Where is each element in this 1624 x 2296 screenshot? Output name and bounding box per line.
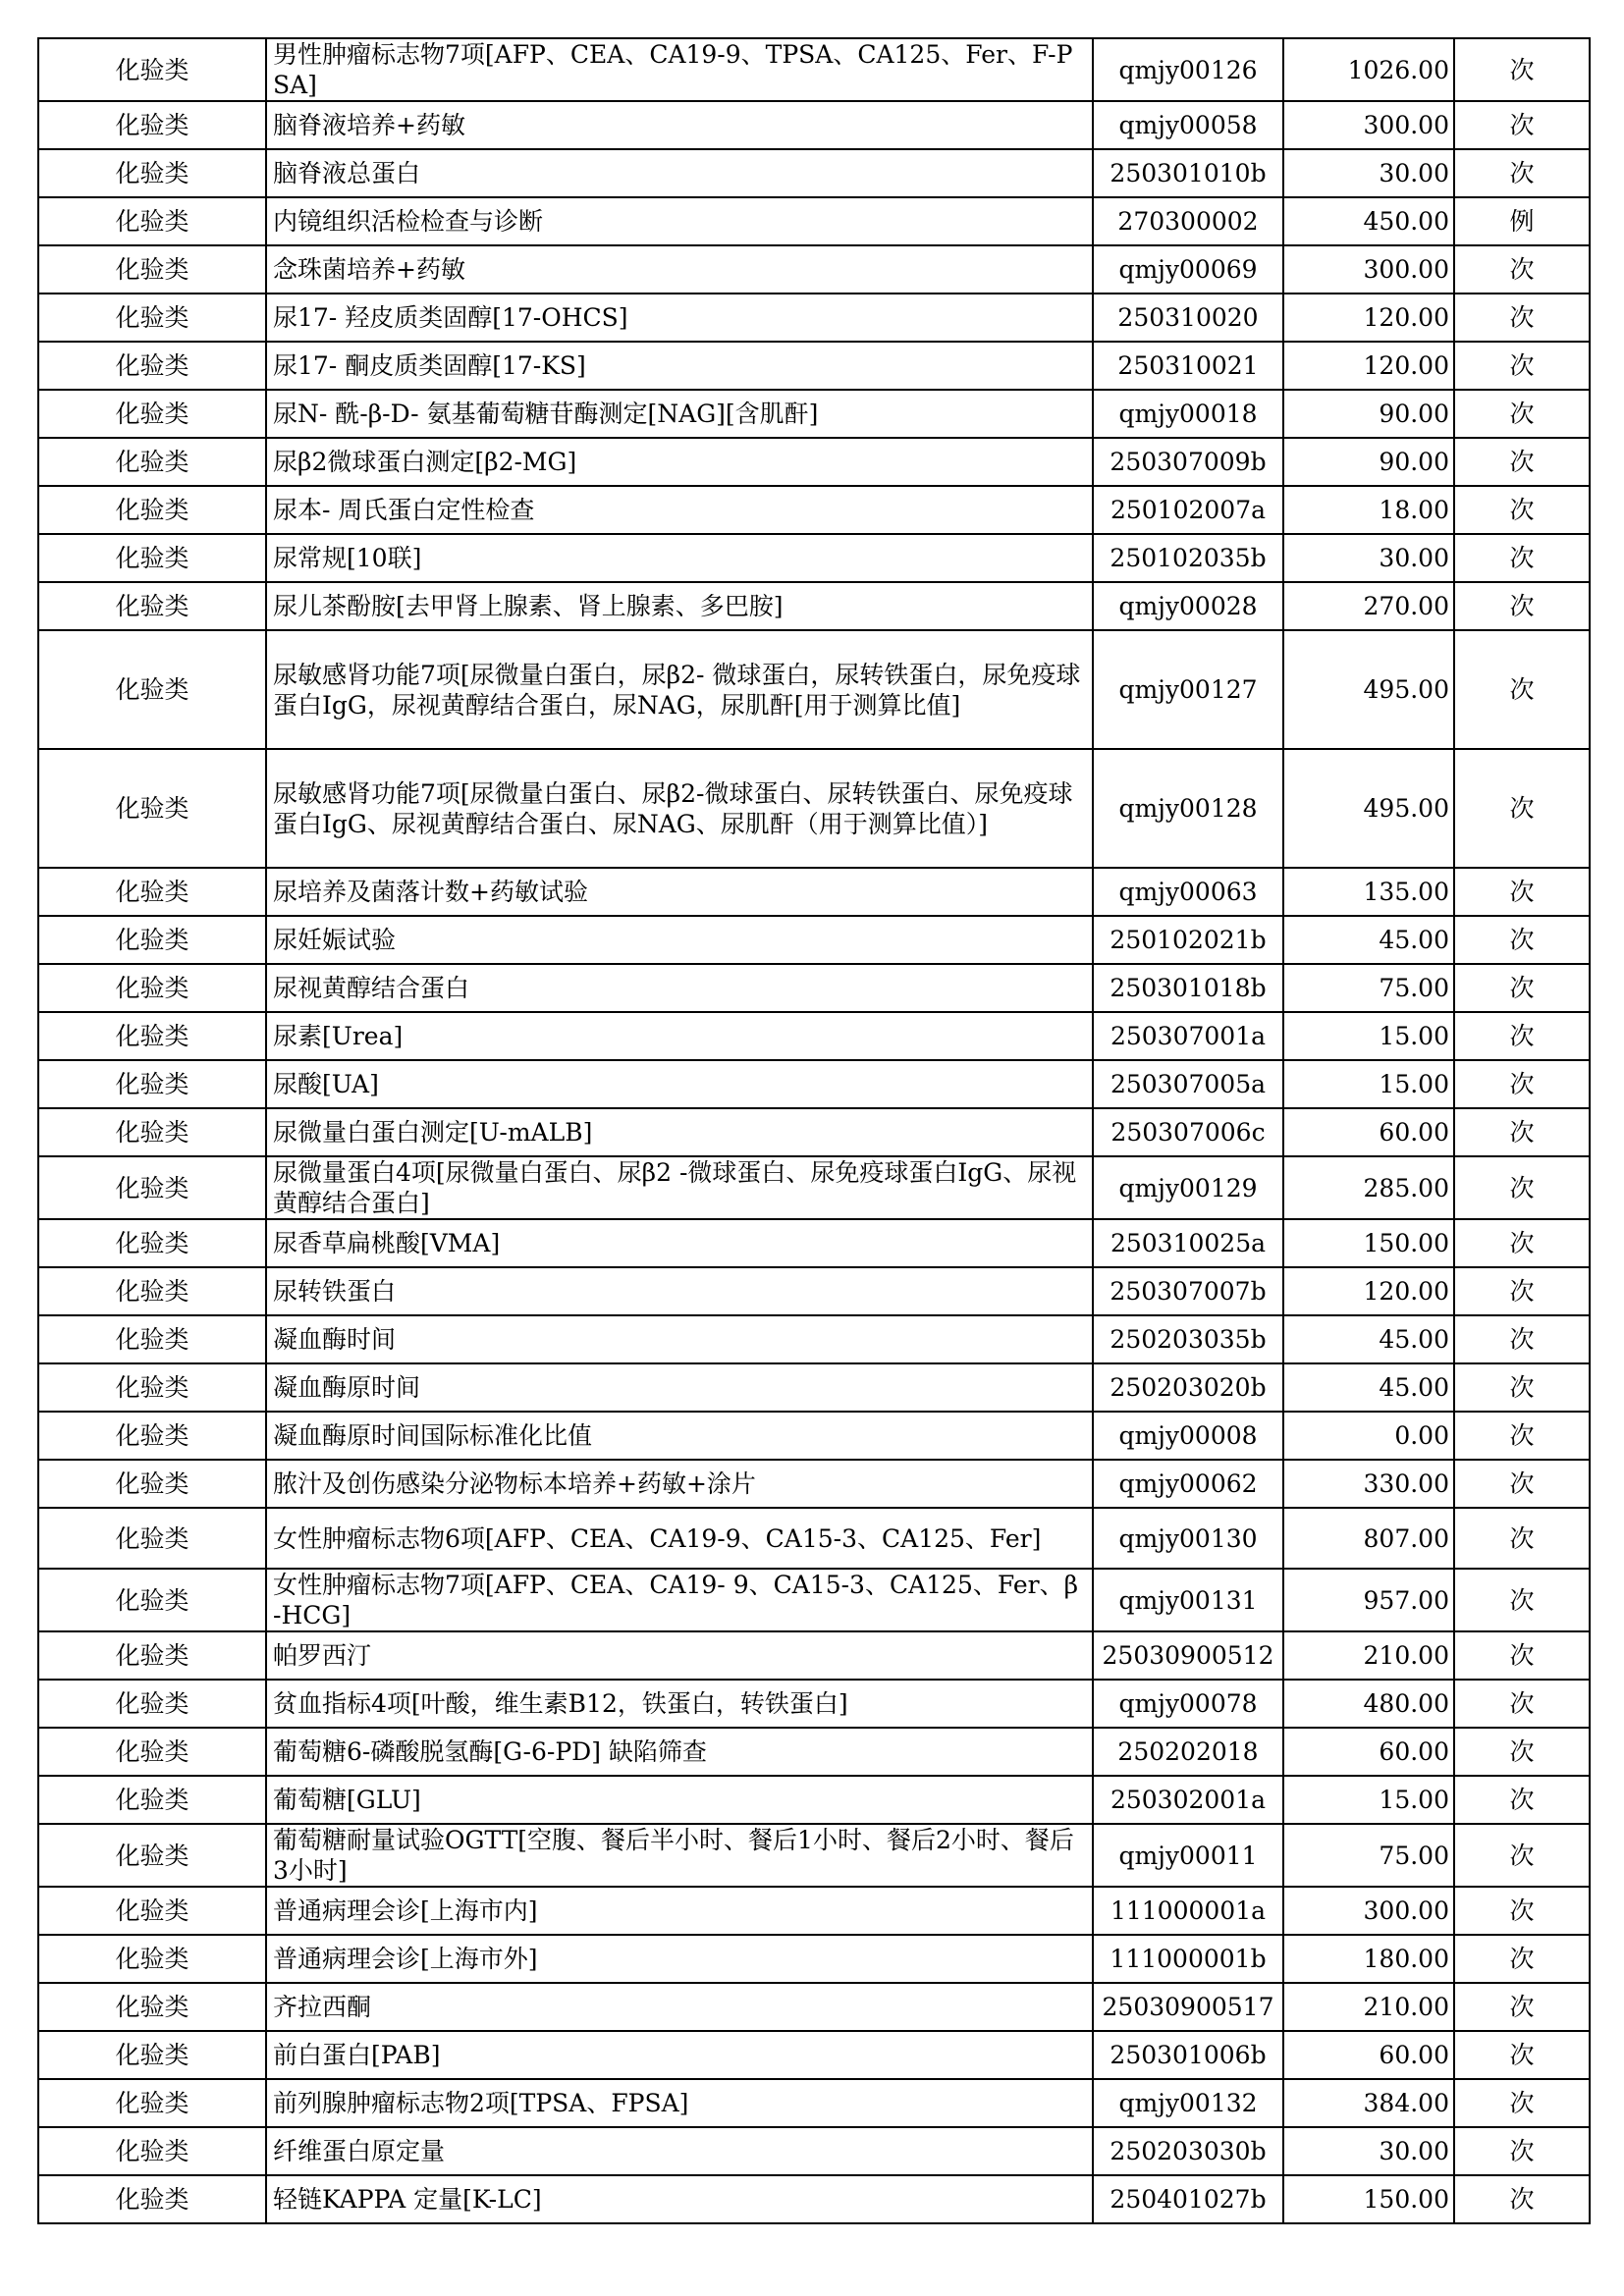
item-code-cell: 111000001a <box>1093 1887 1283 1935</box>
table-row <box>38 2175 1590 2223</box>
unit-cell: 次 <box>1454 1824 1590 1887</box>
item-code-cell: 250307009b <box>1093 438 1283 486</box>
unit-cell: 次 <box>1454 2079 1590 2127</box>
item-code-cell: 250203020b <box>1093 1363 1283 1412</box>
table-row <box>38 1887 1590 1935</box>
item-name-cell: 葡萄糖[GLU] <box>266 1776 1093 1824</box>
item-code-cell: 111000001b <box>1093 1935 1283 1983</box>
price-cell: 30.00 <box>1283 2127 1454 2175</box>
item-name-cell: 前列腺肿瘤标志物2项[TPSA、FPSA] <box>266 2079 1093 2127</box>
category-cell: 化验类 <box>38 1887 266 1935</box>
category-cell: 化验类 <box>38 1219 266 1267</box>
item-code-cell: qmjy00129 <box>1093 1156 1283 1219</box>
category-cell: 化验类 <box>38 1363 266 1412</box>
unit-cell: 次 <box>1454 1267 1590 1315</box>
table-row <box>38 1412 1590 1460</box>
category-cell: 化验类 <box>38 1824 266 1887</box>
unit-cell: 次 <box>1454 1156 1590 1219</box>
category-cell: 化验类 <box>38 1460 266 1508</box>
item-name-cell: 凝血酶原时间 <box>266 1363 1093 1412</box>
item-code-cell: qmjy00069 <box>1093 245 1283 294</box>
unit-cell: 次 <box>1454 1728 1590 1776</box>
price-cell: 150.00 <box>1283 1219 1454 1267</box>
table-row <box>38 1060 1590 1108</box>
category-cell: 化验类 <box>38 390 266 438</box>
price-cell: 0.00 <box>1283 1412 1454 1460</box>
price-cell: 210.00 <box>1283 1983 1454 2031</box>
price-cell: 120.00 <box>1283 342 1454 390</box>
item-name-cell: 脑脊液培养+药敏 <box>266 101 1093 149</box>
category-cell: 化验类 <box>38 2079 266 2127</box>
item-name-cell: 脑脊液总蛋白 <box>266 149 1093 197</box>
table-row <box>38 1219 1590 1267</box>
unit-cell: 次 <box>1454 1012 1590 1060</box>
unit-cell: 次 <box>1454 390 1590 438</box>
price-cell: 450.00 <box>1283 197 1454 245</box>
table-row <box>38 1631 1590 1680</box>
item-code-cell: 250102007a <box>1093 486 1283 534</box>
item-code-cell: 250307005a <box>1093 1060 1283 1108</box>
unit-cell: 次 <box>1454 38 1590 101</box>
item-code-cell: 250310020 <box>1093 294 1283 342</box>
table-row <box>38 1156 1590 1219</box>
price-cell: 150.00 <box>1283 2175 1454 2223</box>
item-name-cell: 凝血酶时间 <box>266 1315 1093 1363</box>
unit-cell: 次 <box>1454 486 1590 534</box>
category-cell: 化验类 <box>38 2031 266 2079</box>
unit-cell: 次 <box>1454 1060 1590 1108</box>
category-cell: 化验类 <box>38 149 266 197</box>
price-cell: 135.00 <box>1283 868 1454 916</box>
item-name-cell: 尿β2微球蛋白测定[β2-MG] <box>266 438 1093 486</box>
item-name-cell: 尿素[Urea] <box>266 1012 1093 1060</box>
category-cell: 化验类 <box>38 630 266 749</box>
item-name-cell: 尿敏感肾功能7项[尿微量白蛋白，尿β2- 微球蛋白，尿转铁蛋白，尿免疫球蛋白IgG，尿视黄醇结合蛋白，尿NAG，尿肌酐[用于测算比值] <box>266 630 1093 749</box>
category-cell: 化验类 <box>38 1315 266 1363</box>
unit-cell: 例 <box>1454 197 1590 245</box>
price-cell: 285.00 <box>1283 1156 1454 1219</box>
price-cell: 45.00 <box>1283 916 1454 964</box>
category-cell: 化验类 <box>38 1108 266 1156</box>
item-code-cell: qmjy00028 <box>1093 582 1283 630</box>
unit-cell: 次 <box>1454 2175 1590 2223</box>
item-name-cell: 尿微量白蛋白测定[U-mALB] <box>266 1108 1093 1156</box>
item-code-cell: 25030900517 <box>1093 1983 1283 2031</box>
table-row <box>38 1935 1590 1983</box>
category-cell: 化验类 <box>38 438 266 486</box>
item-code-cell: qmjy00078 <box>1093 1680 1283 1728</box>
table-row <box>38 101 1590 149</box>
category-cell: 化验类 <box>38 749 266 868</box>
item-name-cell: 尿视黄醇结合蛋白 <box>266 964 1093 1012</box>
unit-cell: 次 <box>1454 1412 1590 1460</box>
price-cell: 75.00 <box>1283 964 1454 1012</box>
price-cell: 495.00 <box>1283 749 1454 868</box>
item-name-cell: 尿17- 酮皮质类固醇[17-KS] <box>266 342 1093 390</box>
table-row <box>38 1315 1590 1363</box>
item-code-cell: 250310021 <box>1093 342 1283 390</box>
item-name-cell: 尿转铁蛋白 <box>266 1267 1093 1315</box>
item-name-cell: 尿本- 周氏蛋白定性检查 <box>266 486 1093 534</box>
unit-cell: 次 <box>1454 630 1590 749</box>
price-list-table <box>37 37 1591 2224</box>
item-code-cell: 250301010b <box>1093 149 1283 197</box>
unit-cell: 次 <box>1454 1887 1590 1935</box>
table-row <box>38 749 1590 868</box>
item-code-cell: qmjy00011 <box>1093 1824 1283 1887</box>
price-cell: 480.00 <box>1283 1680 1454 1728</box>
price-cell: 75.00 <box>1283 1824 1454 1887</box>
unit-cell: 次 <box>1454 1315 1590 1363</box>
item-code-cell: 250310025a <box>1093 1219 1283 1267</box>
table-row <box>38 1728 1590 1776</box>
table-row <box>38 1680 1590 1728</box>
category-cell: 化验类 <box>38 582 266 630</box>
category-cell: 化验类 <box>38 2127 266 2175</box>
price-cell: 300.00 <box>1283 101 1454 149</box>
unit-cell: 次 <box>1454 1108 1590 1156</box>
category-cell: 化验类 <box>38 486 266 534</box>
category-cell: 化验类 <box>38 1012 266 1060</box>
category-cell: 化验类 <box>38 1569 266 1631</box>
category-cell: 化验类 <box>38 101 266 149</box>
item-name-cell: 女性肿瘤标志物7项[AFP、CEA、CA19- 9、CA15-3、CA125、Fer、β-HCG] <box>266 1569 1093 1631</box>
item-name-cell: 普通病理会诊[上海市内] <box>266 1887 1093 1935</box>
category-cell: 化验类 <box>38 2175 266 2223</box>
item-name-cell: 葡萄糖6-磷酸脱氢酶[G-6-PD] 缺陷筛查 <box>266 1728 1093 1776</box>
price-cell: 807.00 <box>1283 1508 1454 1569</box>
table-row <box>38 1508 1590 1569</box>
unit-cell: 次 <box>1454 749 1590 868</box>
price-list-body <box>38 38 1590 2223</box>
price-cell: 45.00 <box>1283 1315 1454 1363</box>
price-cell: 120.00 <box>1283 1267 1454 1315</box>
item-name-cell: 凝血酶原时间国际标准化比值 <box>266 1412 1093 1460</box>
category-cell: 化验类 <box>38 1156 266 1219</box>
item-name-cell: 葡萄糖耐量试验OGTT[空腹、餐后半小时、餐后1小时、餐后2小时、餐后3小时] <box>266 1824 1093 1887</box>
price-cell: 15.00 <box>1283 1012 1454 1060</box>
item-code-cell: 270300002 <box>1093 197 1283 245</box>
table-row <box>38 868 1590 916</box>
item-name-cell: 女性肿瘤标志物6项[AFP、CEA、CA19-9、CA15-3、CA125、Fer] <box>266 1508 1093 1569</box>
price-cell: 300.00 <box>1283 1887 1454 1935</box>
table-row <box>38 1569 1590 1631</box>
item-code-cell: 250307001a <box>1093 1012 1283 1060</box>
item-name-cell: 尿微量蛋白4项[尿微量白蛋白、尿β2 -微球蛋白、尿免疫球蛋白IgG、尿视黄醇结合蛋白] <box>266 1156 1093 1219</box>
item-code-cell: 250202018 <box>1093 1728 1283 1776</box>
unit-cell: 次 <box>1454 2031 1590 2079</box>
table-row <box>38 534 1590 582</box>
table-row <box>38 916 1590 964</box>
category-cell: 化验类 <box>38 342 266 390</box>
item-code-cell: qmjy00126 <box>1093 38 1283 101</box>
item-name-cell: 帕罗西汀 <box>266 1631 1093 1680</box>
table-row <box>38 2079 1590 2127</box>
item-name-cell: 尿培养及菌落计数+药敏试验 <box>266 868 1093 916</box>
item-name-cell: 尿17- 羟皮质类固醇[17-OHCS] <box>266 294 1093 342</box>
category-cell: 化验类 <box>38 868 266 916</box>
item-code-cell: 250307006c <box>1093 1108 1283 1156</box>
category-cell: 化验类 <box>38 197 266 245</box>
unit-cell: 次 <box>1454 1680 1590 1728</box>
table-row <box>38 1267 1590 1315</box>
category-cell: 化验类 <box>38 294 266 342</box>
price-cell: 45.00 <box>1283 1363 1454 1412</box>
price-cell: 1026.00 <box>1283 38 1454 101</box>
price-cell: 18.00 <box>1283 486 1454 534</box>
category-cell: 化验类 <box>38 1060 266 1108</box>
category-cell: 化验类 <box>38 1776 266 1824</box>
item-code-cell: 250203030b <box>1093 2127 1283 2175</box>
item-name-cell: 尿儿茶酚胺[去甲肾上腺素、肾上腺素、多巴胺] <box>266 582 1093 630</box>
table-row <box>38 1776 1590 1824</box>
unit-cell: 次 <box>1454 1508 1590 1569</box>
unit-cell: 次 <box>1454 294 1590 342</box>
unit-cell: 次 <box>1454 149 1590 197</box>
table-row <box>38 294 1590 342</box>
item-code-cell: 250203035b <box>1093 1315 1283 1363</box>
unit-cell: 次 <box>1454 1935 1590 1983</box>
item-code-cell: 250307007b <box>1093 1267 1283 1315</box>
category-cell: 化验类 <box>38 916 266 964</box>
item-code-cell: qmjy00131 <box>1093 1569 1283 1631</box>
table-row <box>38 1460 1590 1508</box>
table-row <box>38 390 1590 438</box>
item-code-cell: qmjy00008 <box>1093 1412 1283 1460</box>
table-row <box>38 582 1590 630</box>
unit-cell: 次 <box>1454 2127 1590 2175</box>
category-cell: 化验类 <box>38 1935 266 1983</box>
unit-cell: 次 <box>1454 1460 1590 1508</box>
table-row <box>38 342 1590 390</box>
item-name-cell: 男性肿瘤标志物7项[AFP、CEA、CA19-9、TPSA、CA125、Fer、F-PSA] <box>266 38 1093 101</box>
item-name-cell: 前白蛋白[PAB] <box>266 2031 1093 2079</box>
item-code-cell: 25030900512 <box>1093 1631 1283 1680</box>
unit-cell: 次 <box>1454 1983 1590 2031</box>
unit-cell: 次 <box>1454 1363 1590 1412</box>
item-name-cell: 念珠菌培养+药敏 <box>266 245 1093 294</box>
table-row <box>38 1824 1590 1887</box>
price-cell: 300.00 <box>1283 245 1454 294</box>
item-code-cell: qmjy00058 <box>1093 101 1283 149</box>
category-cell: 化验类 <box>38 964 266 1012</box>
category-cell: 化验类 <box>38 1508 266 1569</box>
unit-cell: 次 <box>1454 1776 1590 1824</box>
unit-cell: 次 <box>1454 916 1590 964</box>
price-cell: 30.00 <box>1283 149 1454 197</box>
price-cell: 957.00 <box>1283 1569 1454 1631</box>
table-row <box>38 38 1590 101</box>
item-name-cell: 尿香草扁桃酸[VMA] <box>266 1219 1093 1267</box>
price-cell: 90.00 <box>1283 390 1454 438</box>
item-code-cell: 250102035b <box>1093 534 1283 582</box>
category-cell: 化验类 <box>38 534 266 582</box>
unit-cell: 次 <box>1454 245 1590 294</box>
price-cell: 15.00 <box>1283 1060 1454 1108</box>
category-cell: 化验类 <box>38 1983 266 2031</box>
item-code-cell: 250302001a <box>1093 1776 1283 1824</box>
price-cell: 270.00 <box>1283 582 1454 630</box>
item-name-cell: 齐拉西酮 <box>266 1983 1093 2031</box>
table-row <box>38 245 1590 294</box>
item-name-cell: 尿敏感肾功能7项[尿微量白蛋白、尿β2-微球蛋白、尿转铁蛋白、尿免疫球蛋白IgG、尿视黄醇结合蛋白、尿NAG、尿肌酐（用于测算比值）] <box>266 749 1093 868</box>
unit-cell: 次 <box>1454 582 1590 630</box>
item-code-cell: qmjy00132 <box>1093 2079 1283 2127</box>
item-name-cell: 尿常规[10联] <box>266 534 1093 582</box>
price-cell: 30.00 <box>1283 534 1454 582</box>
price-cell: 60.00 <box>1283 1108 1454 1156</box>
price-cell: 60.00 <box>1283 1728 1454 1776</box>
item-code-cell: 250102021b <box>1093 916 1283 964</box>
item-code-cell: 250301006b <box>1093 2031 1283 2079</box>
item-name-cell: 内镜组织活检检查与诊断 <box>266 197 1093 245</box>
category-cell: 化验类 <box>38 1412 266 1460</box>
category-cell: 化验类 <box>38 1728 266 1776</box>
item-code-cell: qmjy00063 <box>1093 868 1283 916</box>
table-row <box>38 2127 1590 2175</box>
item-code-cell: qmjy00062 <box>1093 1460 1283 1508</box>
item-name-cell: 尿N- 酰-β-D- 氨基葡萄糖苷酶测定[NAG][含肌酐] <box>266 390 1093 438</box>
item-name-cell: 尿妊娠试验 <box>266 916 1093 964</box>
unit-cell: 次 <box>1454 964 1590 1012</box>
table-row <box>38 1363 1590 1412</box>
table-row <box>38 149 1590 197</box>
price-cell: 495.00 <box>1283 630 1454 749</box>
price-cell: 15.00 <box>1283 1776 1454 1824</box>
table-row <box>38 1012 1590 1060</box>
table-row <box>38 197 1590 245</box>
unit-cell: 次 <box>1454 438 1590 486</box>
unit-cell: 次 <box>1454 1631 1590 1680</box>
item-code-cell: 250301018b <box>1093 964 1283 1012</box>
table-row <box>38 630 1590 749</box>
category-cell: 化验类 <box>38 1267 266 1315</box>
price-cell: 330.00 <box>1283 1460 1454 1508</box>
unit-cell: 次 <box>1454 534 1590 582</box>
unit-cell: 次 <box>1454 1219 1590 1267</box>
item-code-cell: qmjy00128 <box>1093 749 1283 868</box>
category-cell: 化验类 <box>38 245 266 294</box>
table-row <box>38 964 1590 1012</box>
table-row <box>38 486 1590 534</box>
item-name-cell: 贫血指标4项[叶酸，维生素B12，铁蛋白，转铁蛋白] <box>266 1680 1093 1728</box>
price-cell: 60.00 <box>1283 2031 1454 2079</box>
item-name-cell: 脓汁及创伤感染分泌物标本培养+药敏+涂片 <box>266 1460 1093 1508</box>
category-cell: 化验类 <box>38 1680 266 1728</box>
item-name-cell: 轻链KAPPA 定量[K-LC] <box>266 2175 1093 2223</box>
item-code-cell: qmjy00018 <box>1093 390 1283 438</box>
item-code-cell: qmjy00130 <box>1093 1508 1283 1569</box>
unit-cell: 次 <box>1454 342 1590 390</box>
price-cell: 210.00 <box>1283 1631 1454 1680</box>
price-cell: 180.00 <box>1283 1935 1454 1983</box>
category-cell: 化验类 <box>38 1631 266 1680</box>
unit-cell: 次 <box>1454 101 1590 149</box>
table-row <box>38 438 1590 486</box>
item-name-cell: 尿酸[UA] <box>266 1060 1093 1108</box>
item-code-cell: qmjy00127 <box>1093 630 1283 749</box>
table-row <box>38 1983 1590 2031</box>
table-row <box>38 2031 1590 2079</box>
table-row <box>38 1108 1590 1156</box>
unit-cell: 次 <box>1454 1569 1590 1631</box>
price-cell: 90.00 <box>1283 438 1454 486</box>
item-code-cell: 250401027b <box>1093 2175 1283 2223</box>
item-name-cell: 纤维蛋白原定量 <box>266 2127 1093 2175</box>
unit-cell: 次 <box>1454 868 1590 916</box>
category-cell: 化验类 <box>38 38 266 101</box>
price-cell: 120.00 <box>1283 294 1454 342</box>
item-name-cell: 普通病理会诊[上海市外] <box>266 1935 1093 1983</box>
price-cell: 384.00 <box>1283 2079 1454 2127</box>
